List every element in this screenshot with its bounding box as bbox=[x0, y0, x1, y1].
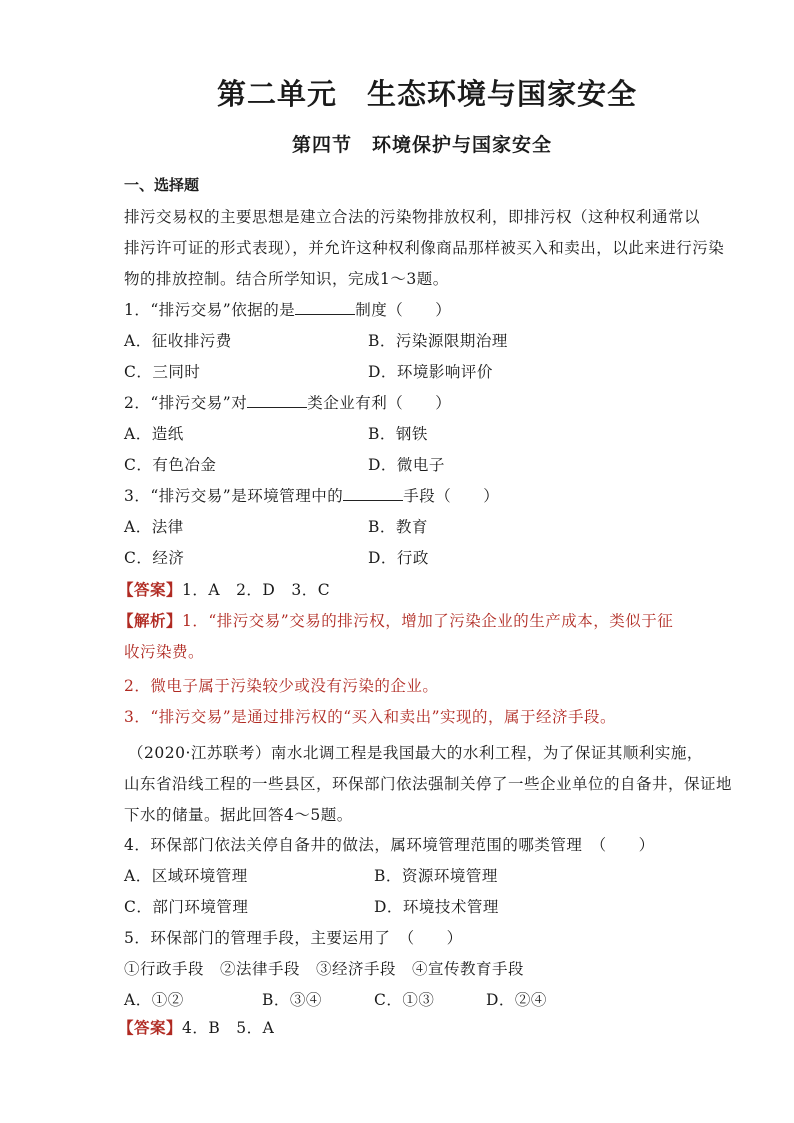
answer-block bbox=[118, 1016, 274, 1038]
option-c: C．①③ bbox=[374, 991, 435, 1009]
question-4-stem: 4．环保部门依法关停自备井的做法，属环境管理范围的哪类管理 （ ） bbox=[124, 836, 655, 854]
intro-line: 排污交易权的主要思想是建立合法的污染物排放权利，即排污权（这种权利通常以 bbox=[124, 208, 701, 226]
option-c: C．经济 bbox=[124, 549, 185, 567]
analysis-tag: 【解析】 bbox=[118, 612, 183, 630]
option-a: A．①② bbox=[124, 991, 184, 1009]
option-a: A．造纸 bbox=[124, 425, 184, 443]
analysis-line: 2．微电子属于污染较少或没有污染的企业。 bbox=[124, 677, 439, 695]
stem-part: 1．“排污交易”依据的是 bbox=[124, 301, 296, 319]
option-a: A．区域环境管理 bbox=[124, 867, 248, 885]
answer-tag: 【答案】 bbox=[118, 1019, 183, 1037]
question-1-stem bbox=[124, 298, 451, 320]
stem-part: 手段（ ） bbox=[403, 487, 500, 505]
option-a: A．征收排污费 bbox=[124, 332, 232, 350]
option-d: D．微电子 bbox=[368, 456, 445, 474]
analysis-block bbox=[118, 609, 673, 631]
answer-text: 4．B 5．A bbox=[182, 1019, 275, 1037]
analysis-line: 3．“排污交易”是通过排污权的“买入和卖出”实现的，属于经济手段。 bbox=[124, 708, 617, 726]
option-b: B．资源环境管理 bbox=[374, 867, 498, 885]
option-b: B．污染源限期治理 bbox=[368, 332, 508, 350]
option-d: D．环境影响评价 bbox=[368, 363, 493, 381]
stem-part: 类企业有利（ ） bbox=[307, 394, 452, 412]
option-b: B．钢铁 bbox=[368, 425, 428, 443]
analysis-line: 收污染费。 bbox=[124, 643, 205, 661]
question-2-stem bbox=[124, 391, 451, 413]
option-d: D．行政 bbox=[368, 549, 429, 567]
intro-line: 下水的储量。据此回答4～5题。 bbox=[124, 806, 353, 824]
option-a: A．法律 bbox=[124, 518, 184, 536]
option-c: C．三同时 bbox=[124, 363, 201, 381]
answer-blank bbox=[295, 300, 355, 315]
option-c: C．部门环境管理 bbox=[124, 898, 249, 916]
answer-tag: 【答案】 bbox=[118, 581, 183, 599]
intro-line: 山东省沿线工程的一些县区，环保部门依法强制关停了一些企业单位的自备井，保证地 bbox=[124, 775, 733, 793]
answer-blank bbox=[343, 486, 403, 501]
option-d: D．环境技术管理 bbox=[374, 898, 499, 916]
stem-part: 2．“排污交易”对 bbox=[124, 394, 248, 412]
answer-blank bbox=[247, 393, 307, 408]
option-c: C．有色冶金 bbox=[124, 456, 217, 474]
question-5-stem: 5．环保部门的管理手段，主要运用了 （ ） bbox=[124, 929, 463, 947]
answer-text: 1．A 2．D 3．C bbox=[182, 581, 331, 599]
intro-line: 物的排放控制。结合所学知识，完成1～3题。 bbox=[124, 270, 449, 288]
option-b: B．教育 bbox=[368, 518, 428, 536]
option-b: B．③④ bbox=[262, 991, 322, 1009]
question-3-stem bbox=[124, 484, 499, 506]
option-d: D．②④ bbox=[486, 991, 547, 1009]
question-5-items: ①行政手段 ②法律手段 ③经济手段 ④宣传教育手段 bbox=[124, 960, 525, 978]
page-title: 第二单元 生态环境与国家安全 bbox=[216, 77, 637, 111]
analysis-text: 1．“排污交易”交易的排污权，增加了污染企业的生产成本，类似于征 bbox=[182, 612, 674, 630]
stem-part: 制度（ ） bbox=[355, 301, 452, 319]
question-type-heading: 一、选择题 bbox=[124, 176, 200, 194]
answer-block bbox=[118, 578, 330, 600]
intro-line: 排污许可证的形式表现），并允许这种权利像商品那样被买入和卖出，以此来进行污染 bbox=[124, 239, 725, 257]
intro-line: （2020·江苏联考）南水北调工程是我国最大的水利工程，为了保证其顺利实施， bbox=[128, 744, 703, 762]
section-subtitle: 第四节 环境保护与国家安全 bbox=[291, 134, 552, 156]
stem-part: 3．“排污交易”是环境管理中的 bbox=[124, 487, 344, 505]
